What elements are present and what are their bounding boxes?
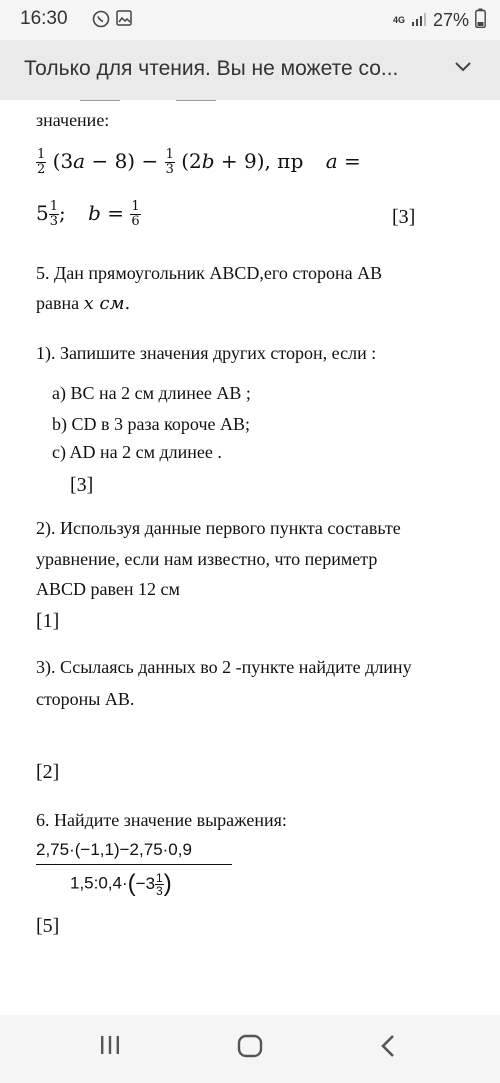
fraction: $\frac{1}{3}$ <box>156 870 163 898</box>
q4-expression: $\frac{1}{2}$ (3𝑎 − 8) − $\frac{1}{3}$ (2𝑏 + 9), пр 𝑎 = <box>37 147 361 177</box>
q6-title: 6. Найдите значение выражения: <box>36 810 287 830</box>
q5-sub2-line2: уравнение, если нам известно, что периметр <box>36 549 378 569</box>
cut-off-text <box>176 100 216 101</box>
network-type: 4G <box>392 15 405 25</box>
q4-values: 5 $\frac{1}{3}$ ; 𝑏 = $\frac{1}{6}$ <box>36 199 140 229</box>
q5-title: 5. Дан прямоугольник ABCD,его сторона AB <box>36 263 383 283</box>
home-icon[interactable] <box>236 1033 264 1064</box>
navigation-bar <box>0 1015 500 1083</box>
document-page <box>0 100 500 1015</box>
q5-sub3-line1: 3). Ссылаясь данных во 2 -пункте найдите длину <box>36 657 412 677</box>
q5-sub2-line1: 2). Используя данные первого пункта составьте <box>36 518 401 538</box>
gallery-icon <box>116 10 132 31</box>
q5-sub2-score: [1] <box>36 610 60 632</box>
whatsapp-icon <box>92 10 110 33</box>
chevron-down-icon[interactable] <box>454 60 472 78</box>
q6-denominator: 1,5:0,4·(−3 $\frac{1}{3}$ ) <box>70 870 172 898</box>
q5-line2: равна 𝑥 см. <box>36 293 131 314</box>
fraction-bar <box>36 864 232 865</box>
fraction: $\frac{1}{2}$ <box>37 147 46 177</box>
q5-sub1: 1). Запишите значения других сторон, если : <box>36 343 377 363</box>
q6-numerator: 2,75·(−1,1)−2,75·0,9 <box>36 840 192 859</box>
q4-text: значение: <box>36 110 110 130</box>
q4-score: [3] <box>392 206 416 228</box>
q6-score: [5] <box>36 915 60 937</box>
battery-icon <box>475 8 486 33</box>
battery-level: 27% <box>432 10 469 30</box>
cut-off-text <box>80 100 120 101</box>
read-only-banner[interactable] <box>0 40 500 100</box>
q5-sub1-c: c) AD на 2 см длинее . <box>52 442 222 462</box>
clock: 16:30 <box>20 8 68 29</box>
status-bar <box>0 0 500 40</box>
signal-icon <box>411 10 427 31</box>
back-icon[interactable] <box>378 1033 398 1064</box>
q5-sub3-score: [2] <box>36 761 60 783</box>
q5-sub1-a: a) BC на 2 см длинее AB ; <box>52 383 251 403</box>
fraction: $\frac{1}{6}$ <box>131 199 140 229</box>
recent-apps-icon[interactable] <box>98 1033 122 1062</box>
fraction: $\frac{1}{3}$ <box>165 147 174 177</box>
q5-sub2-line3: ABCD равен 12 см <box>36 579 180 599</box>
q5-sub1-b: b) CD в 3 раза короче AB; <box>52 414 250 434</box>
read-only-message: Только для чтения. Вы не можете со... <box>24 57 399 80</box>
q5-sub3-line2: стороны AB. <box>36 689 135 709</box>
q5-sub1-score: [3] <box>70 474 94 496</box>
fraction: $\frac{1}{3}$ <box>49 199 59 229</box>
